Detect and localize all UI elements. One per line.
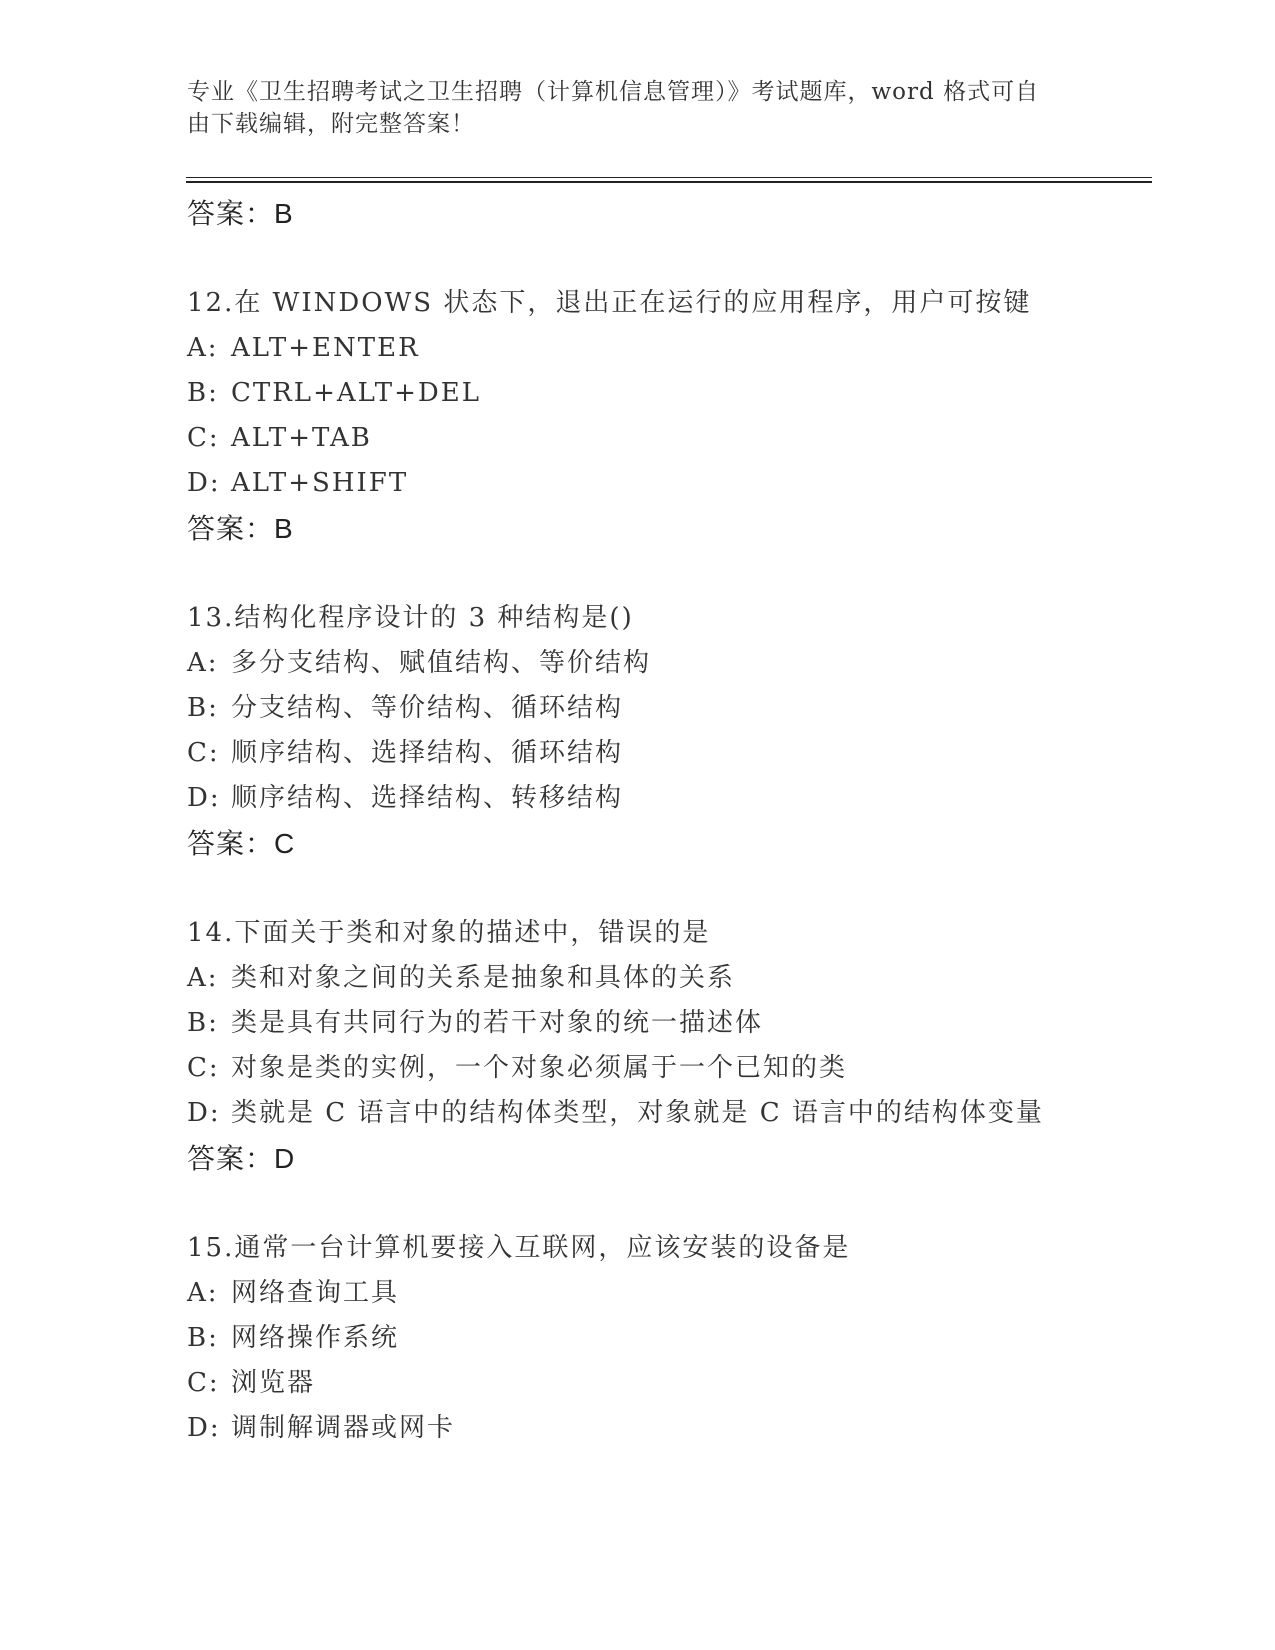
spacer	[187, 867, 1147, 911]
option-key: B:	[187, 1008, 219, 1038]
option-text: 网络查询工具	[231, 1278, 400, 1308]
option-key: A:	[187, 648, 219, 678]
option-key: D:	[187, 1413, 221, 1443]
answer-line	[187, 506, 1147, 552]
option-c	[187, 416, 1147, 461]
header-line-2: 由下载编辑，附完整答案！	[187, 111, 475, 137]
option-text: 分支结构、等价结构、循环结构	[231, 693, 624, 723]
option-a	[187, 956, 1147, 1001]
option-key: A:	[187, 963, 219, 993]
option-text: ALT+TAB	[231, 423, 372, 453]
option-text: ALT+ENTER	[231, 333, 420, 363]
option-key: B:	[187, 1323, 219, 1353]
option-c	[187, 731, 1147, 776]
header-line-1: 专业《卫生招聘考试之卫生招聘（计算机信息管理）》考试题库，word 格式可自	[187, 79, 1040, 105]
question-block	[187, 911, 1147, 1182]
option-key: A:	[187, 1278, 219, 1308]
option-b	[187, 371, 1147, 416]
option-text: 类就是 C 语言中的结构体类型，对象就是 C 语言中的结构体变量	[231, 1098, 1044, 1128]
answer-line	[187, 191, 1147, 237]
option-text: CTRL+ALT+DEL	[231, 378, 482, 408]
spacer	[187, 1182, 1147, 1226]
option-text: 调制解调器或网卡	[231, 1413, 456, 1443]
option-key: D:	[187, 1098, 221, 1128]
option-key: C:	[187, 423, 220, 453]
option-d	[187, 776, 1147, 821]
question-stem: 15.通常一台计算机要接入互联网，应该安装的设备是	[187, 1233, 851, 1263]
spacer	[187, 552, 1147, 596]
option-key: C:	[187, 738, 220, 768]
question-block	[187, 596, 1147, 867]
option-key: A:	[187, 333, 219, 363]
option-d	[187, 1406, 1147, 1451]
option-a	[187, 326, 1147, 371]
document-body	[187, 191, 1147, 1451]
question-stem: 13.结构化程序设计的 3 种结构是()	[187, 603, 634, 633]
option-key: B:	[187, 378, 219, 408]
question-stem: 12.在 WINDOWS 状态下，退出正在运行的应用程序，用户可按键	[187, 288, 1032, 318]
option-text: 对象是类的实例，一个对象必须属于一个已知的类	[231, 1053, 848, 1083]
option-text: 多分支结构、赋值结构、等价结构	[231, 648, 652, 678]
option-b	[187, 1316, 1147, 1361]
question-block	[187, 1226, 1147, 1451]
option-text: 浏览器	[231, 1368, 316, 1398]
option-key: D:	[187, 783, 221, 813]
option-a	[187, 641, 1147, 686]
option-key: C:	[187, 1053, 220, 1083]
spacer	[187, 237, 1147, 281]
option-key: C:	[187, 1368, 220, 1398]
option-text: ALT+SHIFT	[231, 468, 409, 498]
header-divider-thick	[186, 181, 1152, 183]
answer-line	[187, 821, 1147, 867]
answer-value: D	[274, 1143, 295, 1174]
question-block	[187, 281, 1147, 552]
option-a	[187, 1271, 1147, 1316]
option-d	[187, 461, 1147, 506]
option-key: B:	[187, 693, 219, 723]
answer-value: B	[274, 513, 293, 544]
answer-value: C	[274, 828, 295, 859]
option-text: 网络操作系统	[231, 1323, 400, 1353]
option-c	[187, 1046, 1147, 1091]
answer-label: 答案：	[187, 198, 275, 229]
option-d	[187, 1091, 1147, 1136]
option-b	[187, 1001, 1147, 1046]
option-b	[187, 686, 1147, 731]
document-header	[187, 76, 1087, 140]
question-stem: 14.下面关于类和对象的描述中，错误的是	[187, 918, 711, 948]
answer-label: 答案：	[187, 513, 275, 544]
answer-value: B	[274, 198, 293, 229]
option-c	[187, 1361, 1147, 1406]
header-divider-thin	[186, 177, 1152, 178]
option-text: 类是具有共同行为的若干对象的统一描述体	[231, 1008, 764, 1038]
option-text: 类和对象之间的关系是抽象和具体的关系	[231, 963, 736, 993]
option-text: 顺序结构、选择结构、转移结构	[231, 783, 624, 813]
option-key: D:	[187, 468, 221, 498]
option-text: 顺序结构、选择结构、循环结构	[231, 738, 624, 768]
answer-line	[187, 1136, 1147, 1182]
answer-label: 答案：	[187, 828, 275, 859]
answer-label: 答案：	[187, 1143, 275, 1174]
